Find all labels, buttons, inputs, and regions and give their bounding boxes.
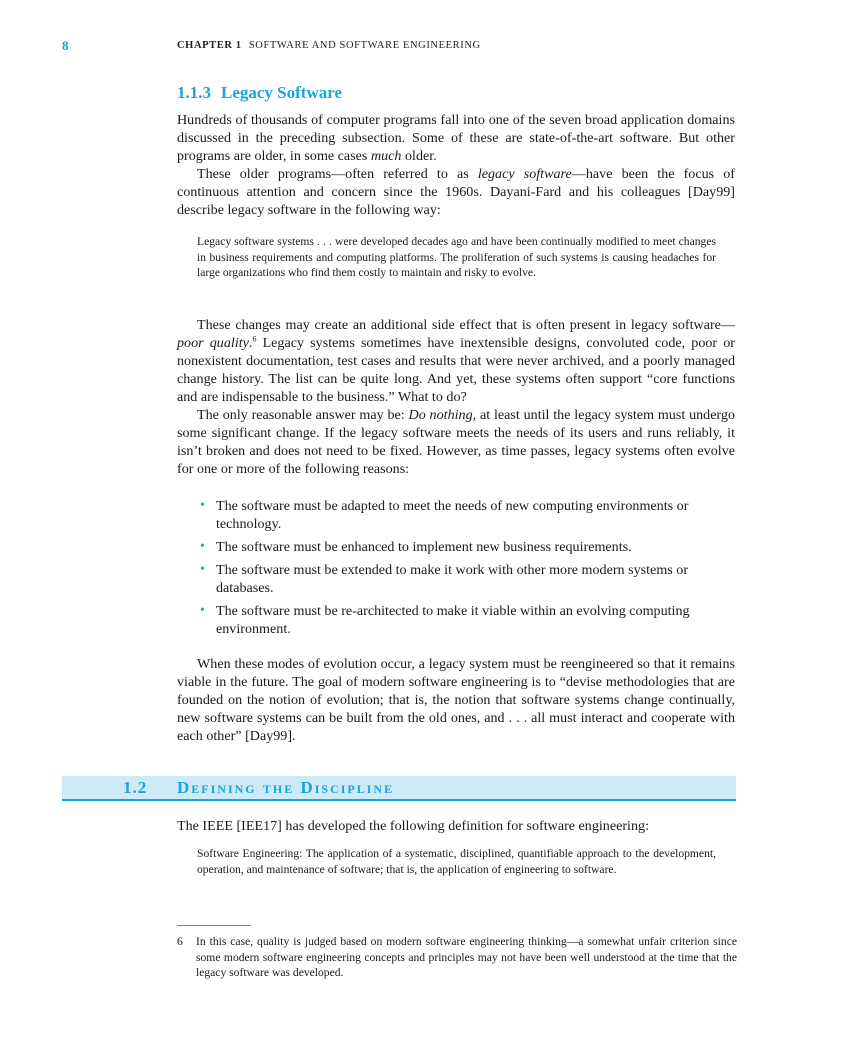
subsection-number: 1.1.3	[177, 83, 211, 102]
bullet-icon: •	[200, 498, 205, 513]
subsection-title: Legacy Software	[221, 83, 343, 102]
footnote	[177, 934, 737, 981]
legacy-intro-block	[177, 111, 735, 219]
chapter-label: CHAPTER 1	[177, 40, 242, 51]
paragraph-1: Hundreds of thousands of computer programs fall into one of the seven broad application domains discussed in the preceding subsection. Some of these are state-of-the-art software. But other programs are older, in some cases much older.	[177, 112, 735, 164]
paragraph-5: When these modes of evolution occur, a legacy system must be reengineered so that it remains viable in the future. The goal of modern software engineering is to “devise methodologies that are founded on the notion of evolution; that is, the notion that software systems change continually, new software systems can be built from the old ones, and . . . all must interact and cooperate with each other” [Day99].	[177, 656, 735, 744]
emphasis-much: much	[370, 148, 402, 164]
list-item: • The software must be extended to make it work with other more modern systems or databases.	[200, 562, 689, 596]
legacy-discussion-block	[177, 316, 735, 478]
legacy-definition-quote	[197, 234, 716, 281]
ieee-definition-quote	[197, 846, 716, 877]
paragraph-4: The only reasonable answer may be: Do nothing, at least until the legacy system must undergo some significant change. If the legacy software meets the needs of its users and runs reliably, it isn’t broken and does not need to be fixed. However, as time passes, legacy systems often evolve for one or more of the following reasons:	[177, 407, 735, 477]
footnote-number: 6	[177, 935, 183, 948]
emphasis-poor-quality: poor quality	[177, 335, 249, 351]
emphasis-legacy-software: legacy software	[477, 166, 572, 182]
subsection-heading	[177, 83, 735, 103]
reengineering-block	[177, 655, 735, 745]
footnote-text: In this case, quality is judged based on modern software engineering thinking—a somewhat unfair criterion since some modern software engineering concepts and principles may not have been well understood at the time that the legacy software was developed.	[196, 935, 737, 979]
ieee-quote-text: Software Engineering: The application of a systematic, disciplined, quantifiable approach to the development, operation, and maintenance of software; that is, the application of engineering to software.	[197, 847, 716, 876]
footnote-divider	[177, 925, 251, 926]
paragraph-2: These older programs—often referred to as legacy software—have been the focus of continuous attention and concern since the 1960s. Dayani-Fard and his colleagues [Day99] describe legacy software in the following way:	[177, 166, 735, 218]
emphasis-do-nothing: Do nothing,	[408, 407, 477, 423]
list-item: • The software must be re-architected to make it viable within an evolving computing environment.	[200, 603, 690, 637]
section-number: 1.2	[123, 778, 148, 797]
evolution-reasons-list	[177, 497, 735, 638]
section-intro: The IEEE [IEE17] has developed the following definition for software engineering:	[177, 818, 649, 834]
paragraph-3: These changes may create an additional side effect that is often present in legacy software—poor quality.$^6$ Legacy systems sometimes have inextensible designs, convoluted code, poor or nonexistent documentation, test cases and results that were never archived, and a poorly managed change history. The list can be quite long. And yet, these systems often support “core functions and are indispensable to the business.” What to do?	[177, 317, 735, 405]
list-item: • The software must be enhanced to implement new business requirements.	[200, 539, 632, 555]
section-title: Defining the Discipline	[177, 778, 395, 797]
section-heading-band	[62, 776, 736, 801]
page-number: 8	[62, 38, 69, 53]
quote-text: Legacy software systems . . . were developed decades ago and have been continually modified to meet changes in business requirements and computing platforms. The proliferation of such systems is causing headaches for large organizations who find them costly to maintain and risky to evolve.	[197, 235, 716, 279]
running-header	[177, 40, 481, 51]
chapter-title: SOFTWARE AND SOFTWARE ENGINEERING	[248, 40, 481, 51]
footnote-reference[interactable]: 6	[252, 334, 257, 344]
definition-intro-block	[177, 817, 735, 835]
bullet-icon: •	[200, 539, 205, 554]
bullet-icon: •	[200, 562, 205, 577]
bullet-icon: •	[200, 603, 205, 618]
list-item: • The software must be adapted to meet the needs of new computing environments or technology.	[200, 498, 689, 532]
evolution-reasons-list-wrap	[177, 497, 735, 643]
